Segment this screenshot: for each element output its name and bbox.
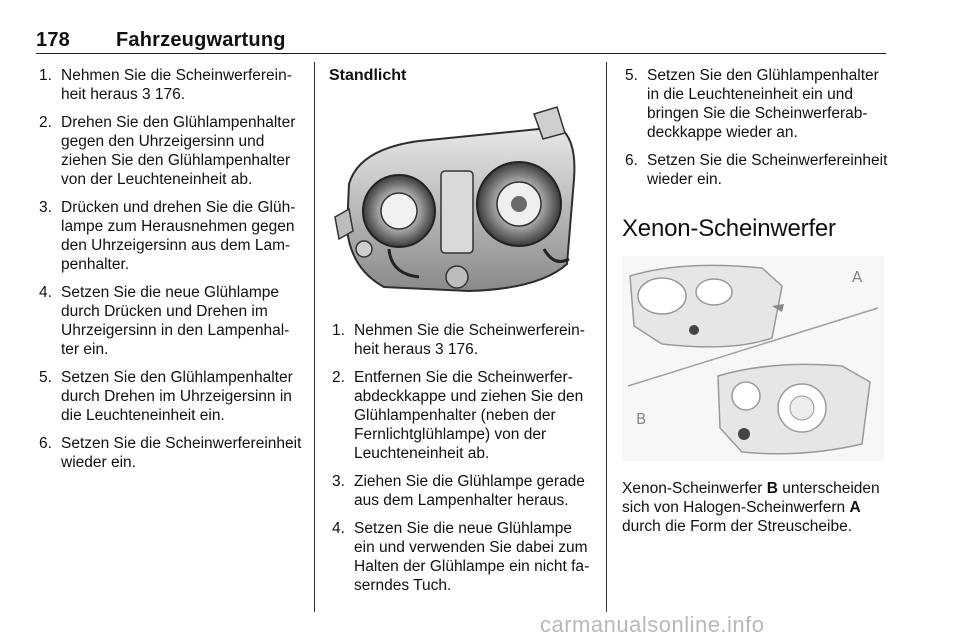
- column-3: [622, 66, 888, 536]
- column-2: [329, 66, 593, 604]
- list-item: 4. Setzen Sie die neue Glühlampe durch Drücken und Drehen im Uhrzeigersinn in den Lampenhalter ein.: [39, 284, 290, 358]
- watermark: carmanualsonline.info: [540, 612, 765, 637]
- page-header: [36, 29, 286, 52]
- list-item: 6. Setzen Sie die Scheinwerfereinheit wieder ein.: [625, 152, 888, 188]
- figure-label-b: B: [636, 410, 647, 428]
- section-heading-standlicht: Standlicht: [329, 67, 407, 84]
- step-list-2: [329, 321, 593, 595]
- xenon-comparison-illustration: [622, 256, 884, 461]
- step-list-1: [36, 66, 302, 472]
- list-item: 2. Entfernen Sie die Scheinwerferabdeckkappe und ziehen Sie den Glühlampenhalter (neben der Fernlichtglühlampe) von der Leuchteneinheit ab.: [332, 369, 584, 462]
- list-item: 3. Drücken und drehen Sie die Glühlampe zum Herausnehmen gegen den Uhrzeigersinn aus dem Lampenhalter.: [39, 199, 296, 273]
- list-item: 1. Nehmen Sie die Scheinwerfereinheit heraus 3 176.: [332, 322, 585, 358]
- column-divider-2: [606, 62, 607, 612]
- list-item: 6. Setzen Sie die Scheinwerfereinheit wieder ein.: [39, 435, 302, 471]
- list-item: 5. Setzen Sie den Glühlampenhalter in die Leuchteneinheit ein und bringen Sie die Scheinwerferabdeckkappe wieder an.: [625, 67, 879, 141]
- column-1: [36, 66, 302, 481]
- list-item: 3. Ziehen Sie die Glühlampe gerade aus dem Lampenhalter heraus.: [332, 473, 585, 509]
- section-title-xenon: Xenon-Scheinwerfer: [622, 215, 836, 242]
- list-item: 4. Setzen Sie die neue Glühlampe ein und verwenden Sie dabei zum Halten der Glühlampe ein nicht faserndes Tuch.: [332, 520, 590, 594]
- step-list-3: [622, 66, 888, 189]
- list-item: 2. Drehen Sie den Glühlampenhalter gegen den Uhrzeigersinn und ziehen Sie den Glühlampenhalter von der Leuchteneinheit ab.: [39, 114, 296, 188]
- column-divider-1: [314, 62, 315, 612]
- page-title: Fahrzeugwartung: [116, 29, 286, 51]
- header-rule: [36, 53, 886, 54]
- figure-label-a: A: [852, 268, 863, 286]
- headlamp-bulb-illustration: [329, 99, 589, 309]
- figure-caption: Xenon-Scheinwerfer B unterscheiden sich von Halogen-Scheinwerfern A durch die Form der Streuscheibe.: [622, 480, 880, 535]
- list-item: 5. Setzen Sie den Glühlampenhalter durch Drehen im Uhrzeigersinn in die Leuchteneinheit ein.: [39, 369, 293, 424]
- list-item: 1. Nehmen Sie die Scheinwerfereinheit heraus 3 176.: [39, 67, 292, 103]
- page-number: 178: [36, 29, 70, 51]
